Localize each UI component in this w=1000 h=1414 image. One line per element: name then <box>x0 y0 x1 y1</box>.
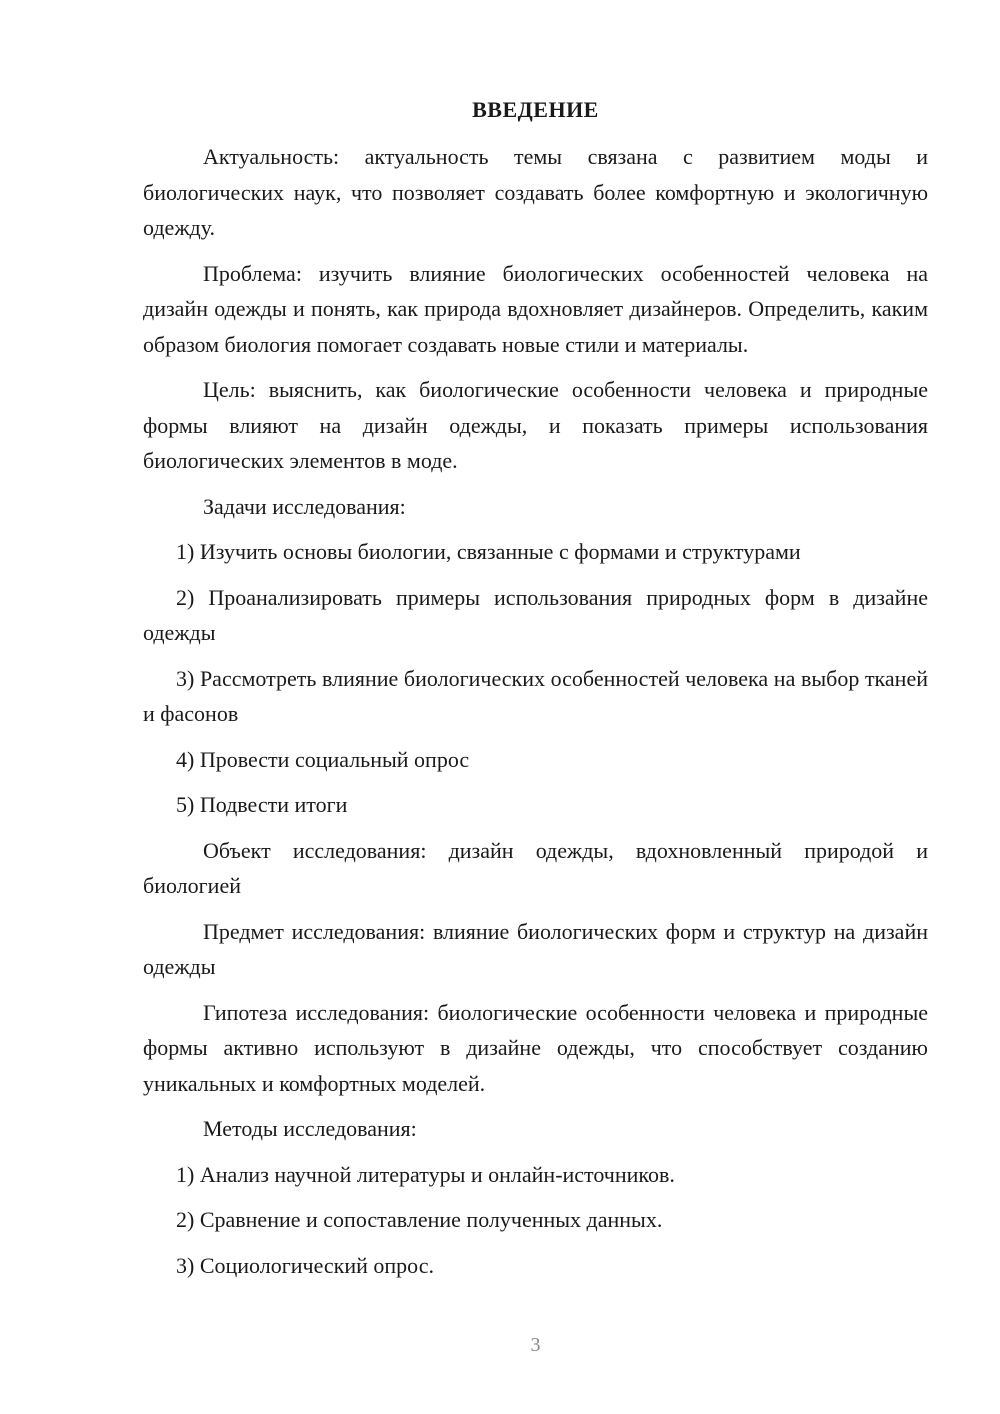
method-item: 3) Социологический опрос. <box>176 1252 434 1278</box>
relevance-paragraph: Актуальность: актуальность темы связана с развитием моды и биологических наук, что позволяет создавать более комфортную и экологичную одежду. <box>143 144 928 240</box>
hypothesis-paragraph: Гипотеза исследования: биологические особенности человека и природные формы активно используют в дизайне одежды, что способствует созданию уникальных и комфортных моделей. <box>143 999 928 1096</box>
method-item: 2) Сравнение и сопоставление полученных данных. <box>176 1207 663 1232</box>
task-item: 4) Провести социальный опрос <box>176 746 470 772</box>
task-item: 5) Подвести итоги <box>176 792 348 817</box>
subject-paragraph: Предмет исследования: влияние биологических форм и структур на дизайн одежды <box>143 918 928 979</box>
task-item: 2) Проанализировать примеры использования природных форм в дизайне одежды <box>143 584 928 645</box>
goal-paragraph: Цель: выяснить, как биологические особенности человека и природные формы влияют на дизайн одежды, и показать примеры использования биологических элементов в моде. <box>143 377 928 473</box>
section-title: ВВЕДЕНИЕ <box>472 97 599 122</box>
methods-heading: Методы исследования: <box>203 1116 417 1141</box>
tasks-heading: Задачи исследования: <box>203 493 406 519</box>
method-item: 1) Анализ научной литературы и онлайн-источников. <box>176 1161 675 1187</box>
object-paragraph: Объект исследования: дизайн одежды, вдохновленный природой и биологией <box>143 837 928 898</box>
page-number: 3 <box>530 1334 541 1356</box>
document-page <box>143 95 928 1293</box>
problem-paragraph: Проблема: изучить влияние биологических особенностей человека на дизайн одежды и понять, как природа вдохновляет дизайнеров. Определить, каким образом биология помогает создавать новые стили и материалы. <box>143 260 928 357</box>
task-item: 1) Изучить основы биологии, связанные с формами и структурами <box>176 539 801 564</box>
task-item: 3) Рассмотреть влияние биологических особенностей человека на выбор тканей и фасонов <box>143 665 928 726</box>
